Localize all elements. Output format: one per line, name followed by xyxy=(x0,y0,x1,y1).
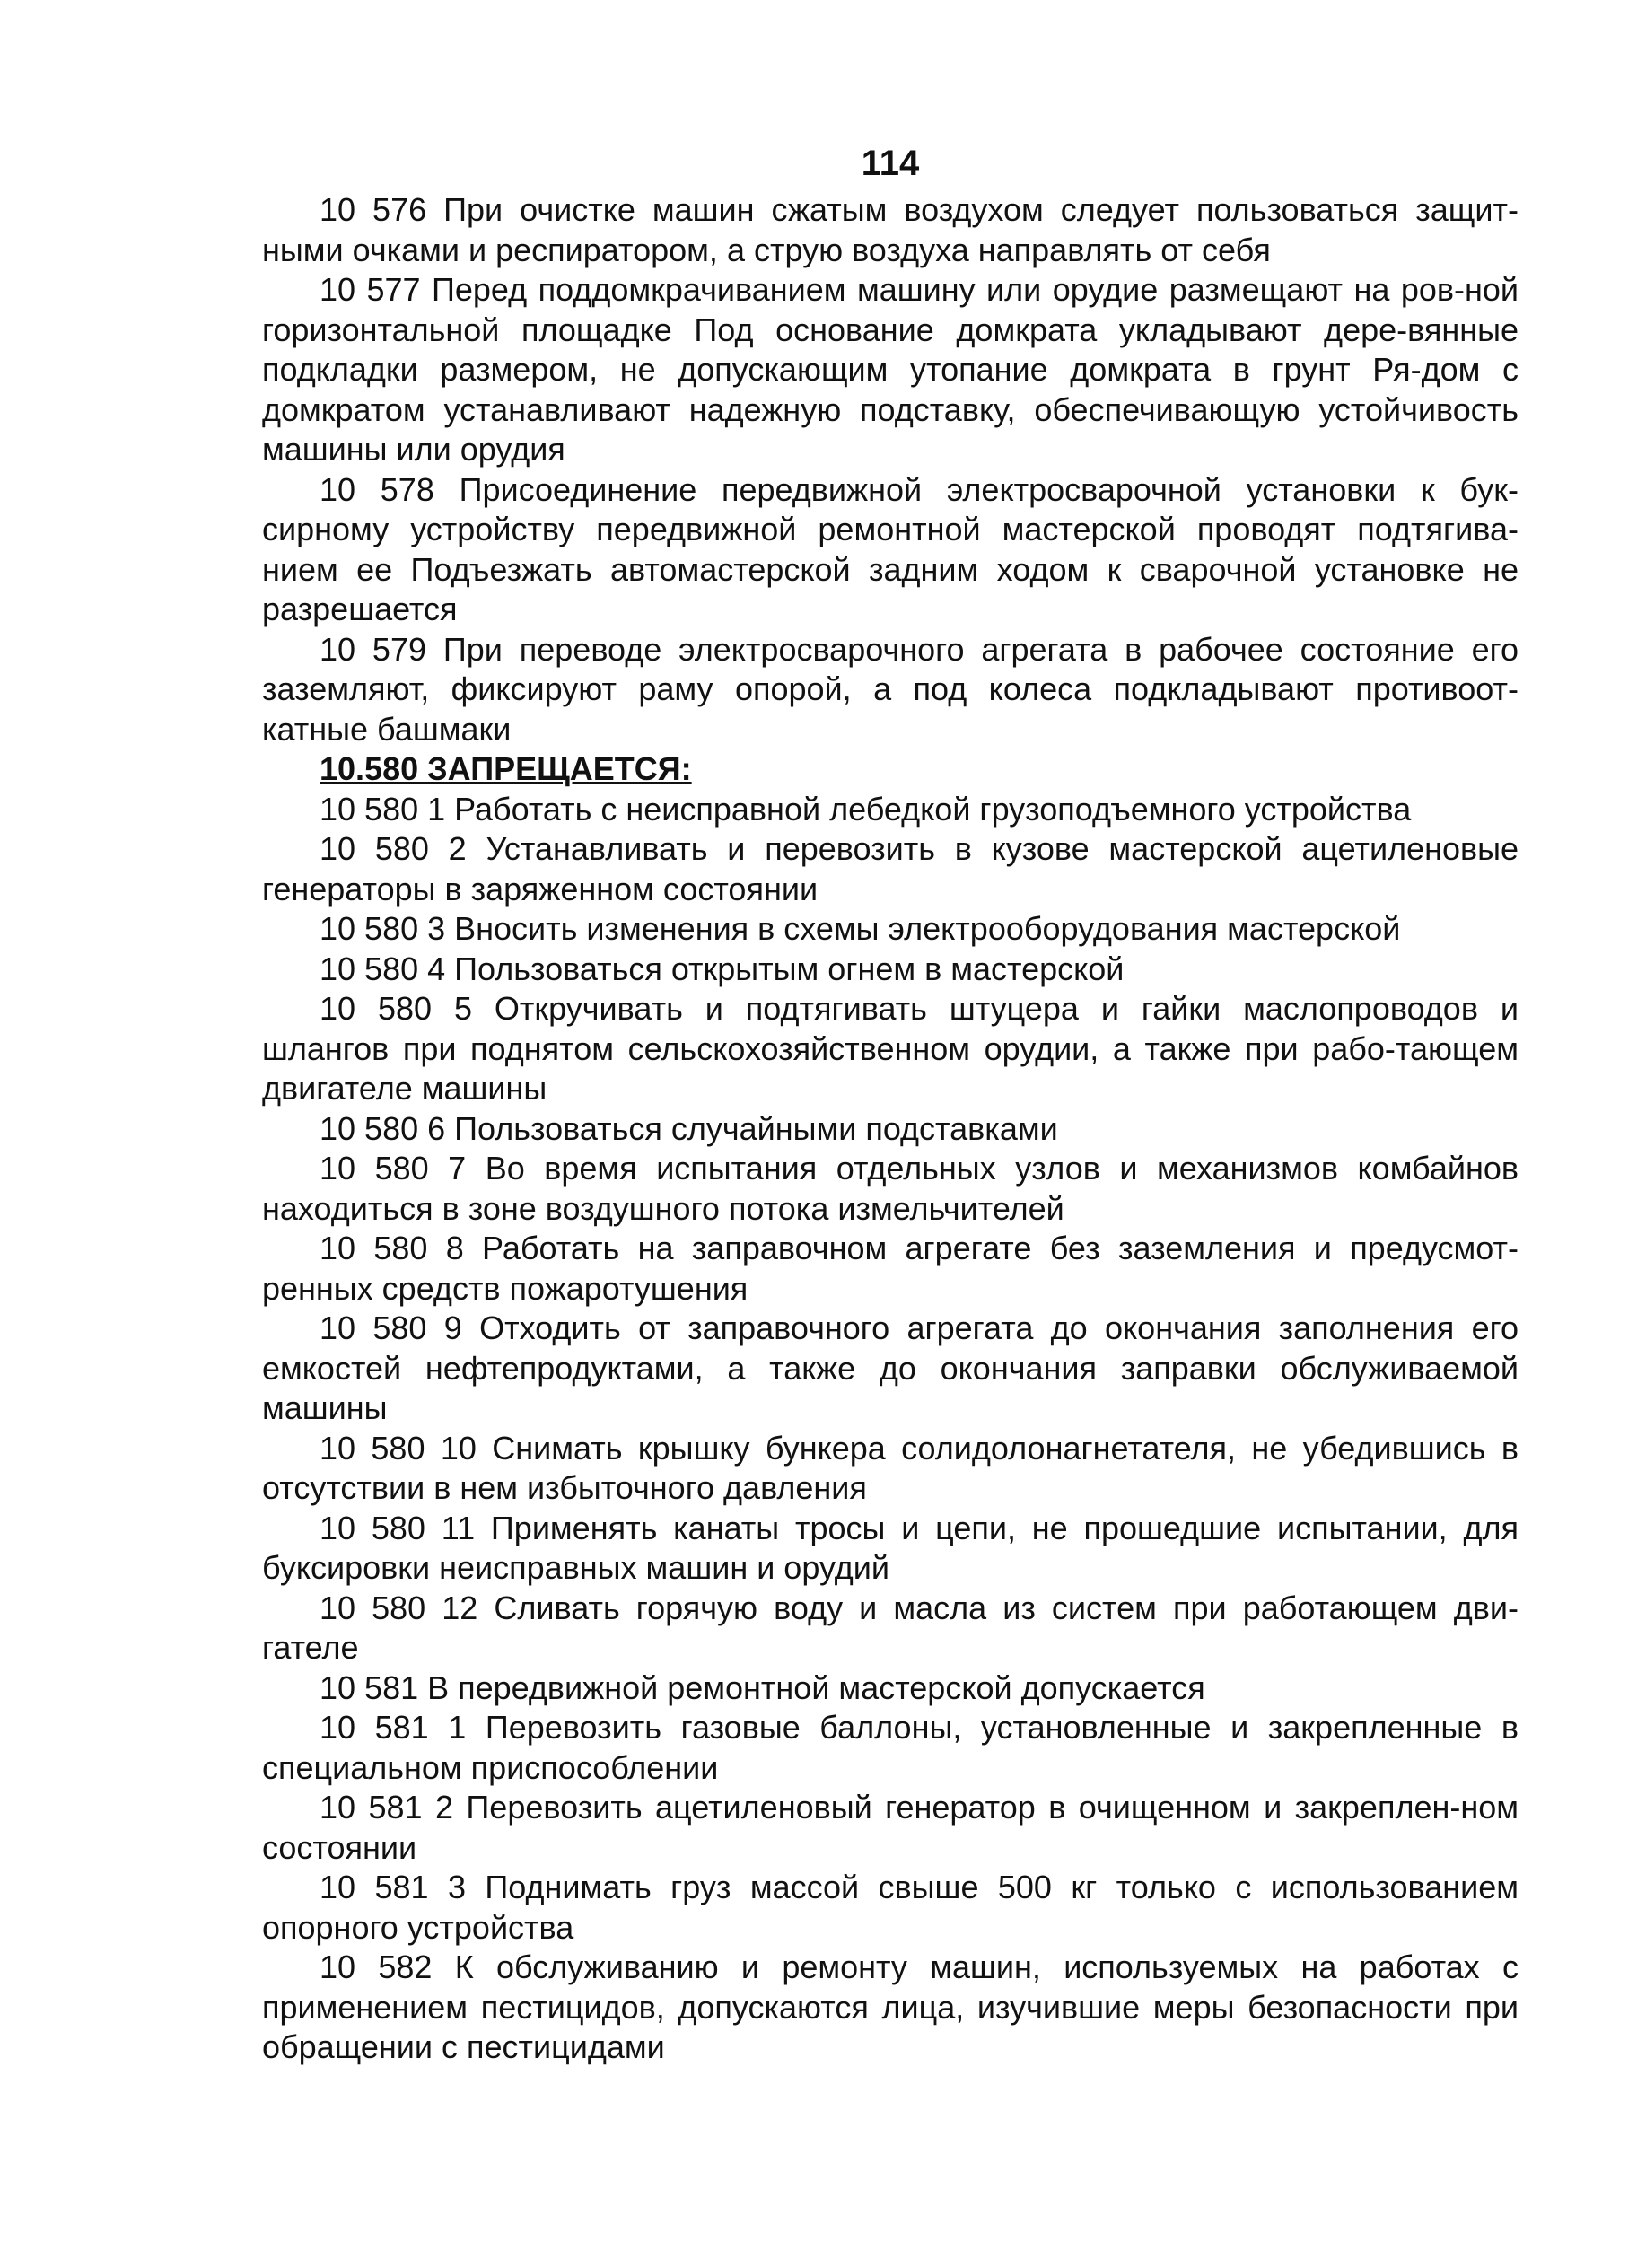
paragraph-10-578: 10 578 Присоединение передвижной электросварочной установки к бук-сирному устройству передвижной ремонтной мастерской проводят подтягива-нием ее Подъезжать автомастерской задним ходом к сварочной установке не разрешается xyxy=(262,470,1519,627)
page-number: 114 xyxy=(861,144,920,183)
list-item-10-580-6: 10 580 6 Пользоваться случайными подставками xyxy=(320,1109,1058,1147)
paragraph-10-576: 10 576 При очистке машин сжатым воздухом следует пользоваться защит-ными очками и респиратором, а струю воздуха направлять от себя xyxy=(262,191,1519,268)
list-item-10-580-9: 10 580 9 Отходить от заправочного агрегата до окончания заполнения его емкостей нефтепродуктами, а также до окончания заправки обслуживаемой машины xyxy=(262,1309,1519,1426)
list-item-10-580-11: 10 580 11 Применять канаты тросы и цепи, не прошедшие испытании, для буксировки неисправных машин и орудий xyxy=(262,1509,1519,1586)
document-page xyxy=(262,144,1519,2068)
list-item-10-580-5: 10 580 5 Откручивать и подтягивать штуцера и гайки маслопроводов и шлангов при поднятом сельскохозяйственном орудии, а также при рабо-тающем двигателе машины xyxy=(262,990,1519,1107)
list-item-10-581-2: 10 581 2 Перевозить ацетиленовый генератор в очищенном и закреплен-ном состоянии xyxy=(262,1789,1519,1866)
list-item-10-580-4: 10 580 4 Пользоваться открытым огнем в мастерской xyxy=(320,950,1125,987)
list-item-10-580-10: 10 580 10 Снимать крышку бункера солидолонагнетателя, не убедившись в отсутствии в нем избыточного давления xyxy=(262,1429,1519,1506)
list-item-10-580-3: 10 580 3 Вносить изменения в схемы электрооборудования мастерской xyxy=(320,910,1401,947)
list-item-10-581-3: 10 581 3 Поднимать груз массой свыше 500 кг только с использованием опорного устройства xyxy=(262,1869,1519,1946)
list-item-10-580-1: 10 580 1 Работать с неисправной лебедкой грузоподъемного устройства xyxy=(320,790,1412,828)
list-item-10-580-2: 10 580 2 Устанавливать и перевозить в кузове мастерской ацетиленовые генераторы в заряженном состоянии xyxy=(262,830,1519,907)
section-heading: 10.580 ЗАПРЕЩАЕТСЯ: xyxy=(320,750,692,787)
list-item-10-580-8: 10 580 8 Работать на заправочном агрегате без заземления и предусмот-ренных средств пожаротушения xyxy=(262,1230,1519,1307)
paragraph-10-577: 10 577 Перед поддомкрачиванием машину или орудие размещают на ров-ной горизонтальной площадке Под основание домкрата укладывают дере-вянные подкладки размером, не допускающим утопание домкрата в грунт Ря-дом с домкратом устанавливают надежную подставку, обеспечивающую устойчивость машины или орудия xyxy=(262,271,1519,468)
paragraph-10-579: 10 579 При переводе электросварочного агрегата в рабочее состояние его заземляют, фиксируют раму опорой, а под колеса подкладывают противоот-катные башмаки xyxy=(262,630,1519,748)
list-item-10-580-12: 10 580 12 Сливать горячую воду и масла из систем при работающем дви-гателе xyxy=(262,1589,1519,1666)
paragraph-10-582: 10 582 К обслуживанию и ремонту машин, используемых на работах с применением пестицидов, допускаются лица, изучившие меры безопасности при обращении с пестицидами xyxy=(262,1948,1519,2065)
list-item-10-580-7: 10 580 7 Во время испытания отдельных узлов и механизмов комбайнов находиться в зоне воздушного потока измельчителей xyxy=(262,1150,1519,1227)
paragraph-10-581: 10 581 В передвижной ремонтной мастерской допускается xyxy=(320,1668,1205,1706)
list-item-10-581-1: 10 581 1 Перевозить газовые баллоны, установленные и закрепленные в специальном приспособлении xyxy=(262,1709,1519,1786)
